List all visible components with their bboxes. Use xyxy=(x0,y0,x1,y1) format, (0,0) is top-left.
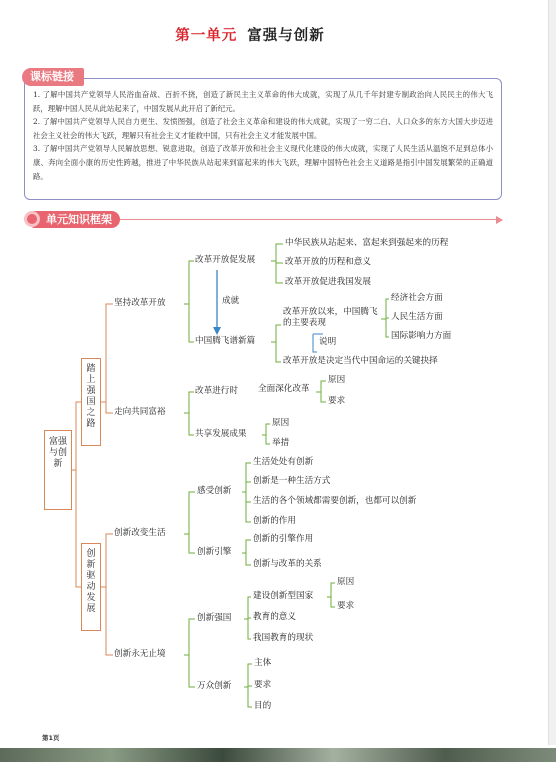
point-biaoxian: 改革开放以来，中国腾飞的主要表现 xyxy=(283,307,378,328)
lesson-1-node: 踏上强国之路 xyxy=(81,358,101,446)
point-yinqingzuoyong: 创新的引擎作用 xyxy=(253,534,314,544)
point-zhanqilai: 中华民族从站起来、富起来到强起来的历程 xyxy=(285,238,449,248)
topic-wanzhong: 万众创新 xyxy=(197,681,232,691)
point-chuchu: 生活处处有创新 xyxy=(253,457,314,467)
aspect-guoji: 国际影响力方面 xyxy=(391,331,452,341)
framework-tag: 单元知识框架 xyxy=(32,211,120,228)
label-shuoming: 说明 xyxy=(319,337,337,347)
unit-name: 富强与创新 xyxy=(247,28,325,44)
section-gongtong: 走向共同富裕 xyxy=(114,407,166,417)
label-chengjiu: 成就 xyxy=(222,296,240,306)
unit-number: 第一单元 xyxy=(175,28,238,44)
lesson-2-node: 创新驱动发展 xyxy=(81,543,101,631)
standard-item-3: 3. 了解中国共产党领导人民解放思想、锐意进取，创造了改革开放和社会主义现代化建设的伟大成就，实现了人民生活从温饱不足到总体小康、奔向全面小康的历史性跨越，推进了中华民族从站起来到富起来的伟大飞跃，理解中国特色社会主义道路是指引中国发展繁荣的正确道路。 xyxy=(33,144,493,181)
point-yaoqiu-2: 要求 xyxy=(337,601,355,611)
point-jiaoyu: 教育的意义 xyxy=(253,612,296,622)
point-yuanyin-2: 原因 xyxy=(272,418,290,428)
topic-tengfei: 中国腾飞谱新篇 xyxy=(195,336,256,346)
topic-jinxingshi: 改革进行时 xyxy=(195,386,238,396)
topic-gaige-cujinfazhan: 改革开放促发展 xyxy=(195,255,256,265)
point-cujin: 改革开放促进我国发展 xyxy=(285,277,371,287)
point-xianzhuang: 我国教育的现状 xyxy=(253,633,314,643)
point-lingyu: 生活的各个领域都需要创新，也都可以创新 xyxy=(253,496,417,506)
mindmap-root: 富强与创新 xyxy=(44,430,72,510)
point-yuanyin-3: 原因 xyxy=(337,577,355,587)
point-jianshe: 建设创新型国家 xyxy=(253,591,314,601)
point-fangshi: 创新是一种生活方式 xyxy=(253,476,331,486)
bottom-strip xyxy=(0,748,556,762)
page-number: 第1页 xyxy=(42,734,60,742)
section-jianchi: 坚持改革开放 xyxy=(114,298,166,308)
point-quanmian: 全面深化改革 xyxy=(258,384,310,394)
framework-dot-icon xyxy=(24,211,40,227)
point-jucuo: 举措 xyxy=(272,438,290,448)
standard-item-1: 1. 了解中国共产党领导人民浴血奋战、百折不挠，创造了新民主主义革命的伟大成就，实现了从几千年封建专制政治向人民民主的伟大飞跃，理解中国人民从此站起来了，中国发展从此开启了新纪元。 xyxy=(33,90,493,113)
point-jueze: 改革开放是决定当代中国命运的关键抉择 xyxy=(283,356,438,366)
topic-gongxiang: 共享发展成果 xyxy=(195,429,247,439)
section-wuzhi: 创新永无止境 xyxy=(114,649,166,659)
aspect-jingji: 经济社会方面 xyxy=(391,293,443,303)
point-zuoyong: 创新的作用 xyxy=(253,516,296,526)
achievement-arrow xyxy=(213,270,221,335)
point-mudi: 目的 xyxy=(254,701,272,711)
standards-tag: 课标链接 xyxy=(22,68,84,86)
point-licheng: 改革开放的历程和意义 xyxy=(285,257,371,267)
topic-yinqing: 创新引擎 xyxy=(197,547,232,557)
aspect-renmin: 人民生活方面 xyxy=(391,312,443,322)
point-guanxi: 创新与改革的关系 xyxy=(253,559,322,569)
point-yuanyin-1: 原因 xyxy=(328,375,346,385)
standard-item-2: 2. 了解中国共产党领导人民自力更生、发愤图强，创造了社会主义革命和建设的伟大成就，实现了一穷二白、人口众多的东方大国大步迈进社会主义社会的伟大飞跃，理解只有社会主义才能救中国，只有社会主义才能发展中国。 xyxy=(33,117,493,140)
point-yaoqiu-1: 要求 xyxy=(328,396,346,406)
topic-qiangguo: 创新强国 xyxy=(197,613,232,623)
point-yaoqiu-3: 要求 xyxy=(254,680,272,690)
point-zhuti: 主体 xyxy=(254,658,272,668)
section-gaibian: 创新改变生活 xyxy=(114,528,166,538)
topic-ganshou: 感受创新 xyxy=(197,486,232,496)
